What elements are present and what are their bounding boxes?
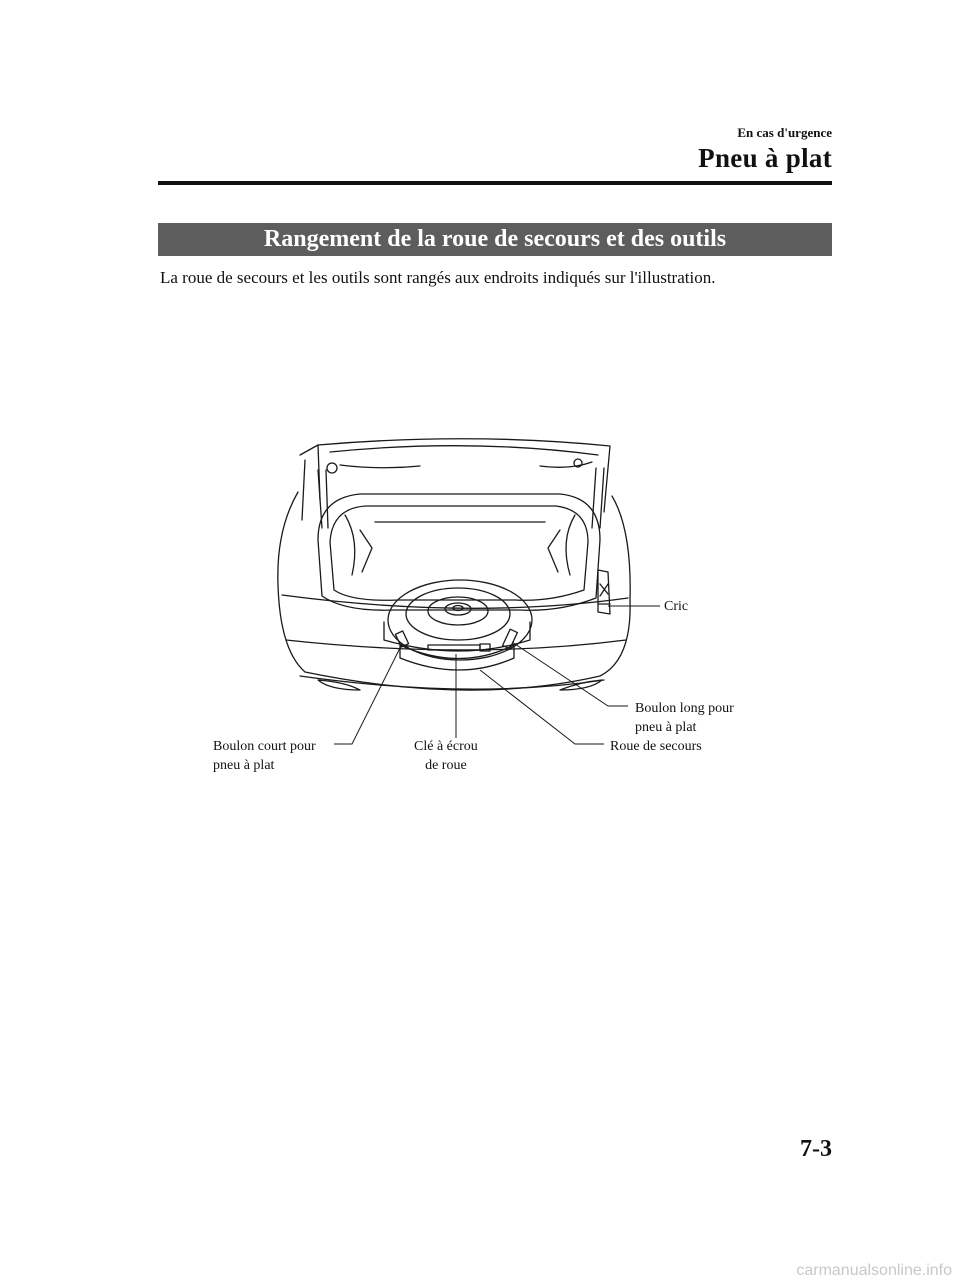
- trunk-lid: [300, 439, 610, 512]
- jack: [598, 570, 610, 614]
- section-banner: Rangement de la roue de secours et des outils: [158, 223, 832, 256]
- page-number: 7-3: [800, 1136, 832, 1162]
- label-spare-tire: Roue de secours: [610, 739, 702, 754]
- label-long-bolt-line2: pneu à plat: [635, 720, 697, 735]
- label-wheel-wrench: [414, 737, 478, 775]
- watermark: carmanualsonline.info: [796, 1262, 952, 1279]
- label-jack: Cric: [664, 599, 689, 614]
- section-title: Pneu à plat: [698, 143, 832, 173]
- chapter-label: En cas d'urgence: [737, 125, 832, 140]
- intro-paragraph: La roue de secours et les outils sont rangés aux endroits indiqués sur l'illustration.: [160, 268, 716, 287]
- label-long-bolt: [635, 699, 734, 737]
- label-short-bolt-line2: pneu à plat: [213, 758, 275, 773]
- leader-short-bolt: [334, 644, 402, 744]
- trunk-opening: [318, 494, 600, 610]
- leader-long-bolt: [512, 642, 628, 706]
- label-long-bolt-line1: Boulon long pour: [635, 701, 734, 716]
- label-short-bolt-line1: Boulon court pour: [213, 739, 316, 754]
- spare-tire: [406, 588, 510, 640]
- label-wrench-line2: de roue: [425, 758, 467, 773]
- label-short-bolt: [213, 737, 316, 775]
- lid-strut-right: [592, 468, 604, 528]
- label-wrench-line1: Clé à écrou: [414, 739, 478, 754]
- leader-spare: [480, 670, 604, 744]
